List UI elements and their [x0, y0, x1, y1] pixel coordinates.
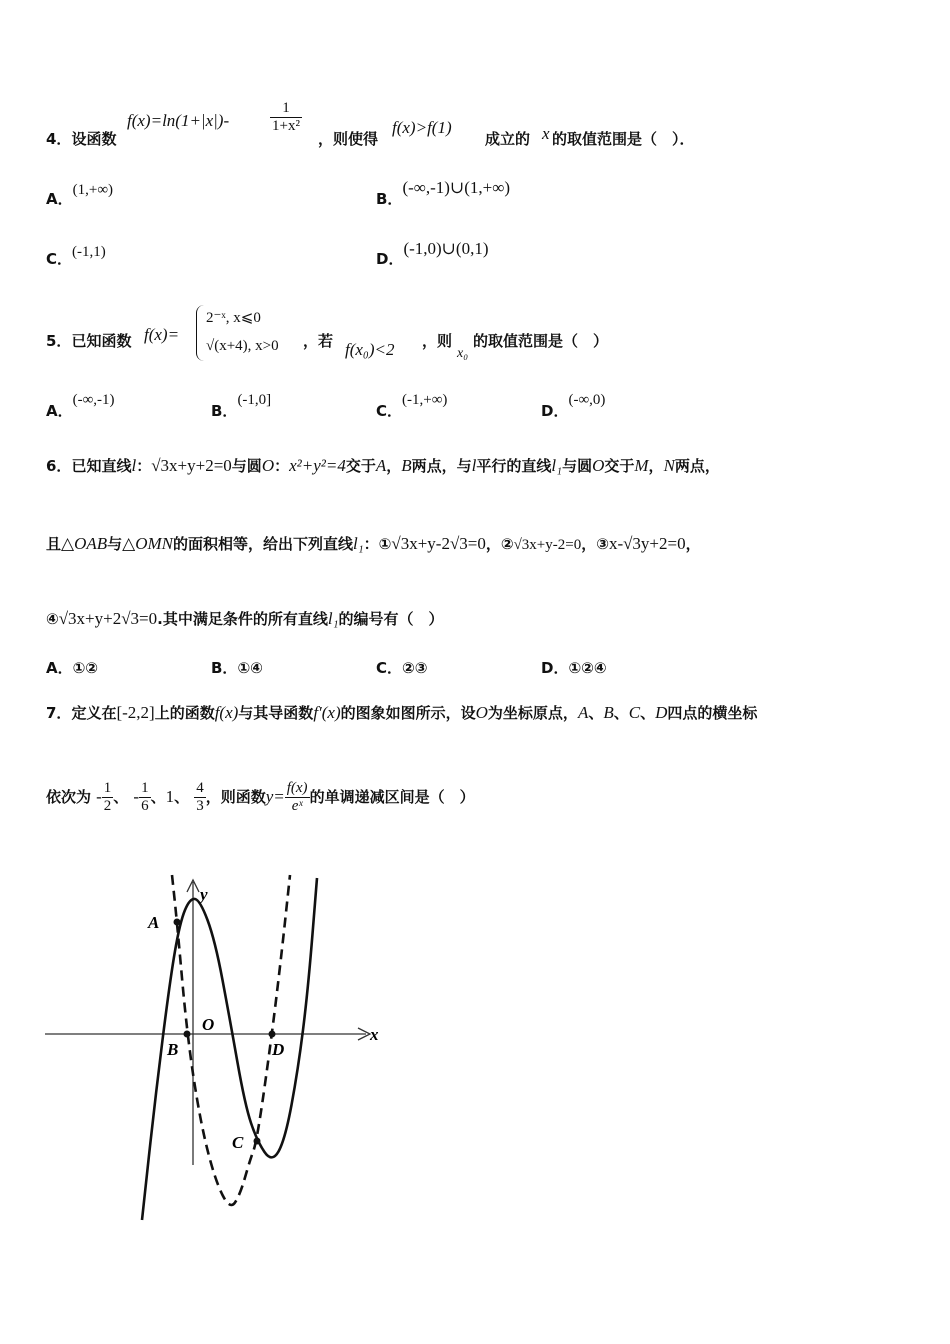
q7-line-2: 依次为 - $\frac{1}{2}$ 、 - $\frac{1}{6}$ 、1、 $\frac{4}{3}$ ，则函数y= $\frac{f(x)}{\text{eˣ}}$ 的单调递减区间是（ ）: [46, 780, 475, 814]
q5-brace: [196, 305, 205, 361]
point-c-label: C: [232, 1133, 244, 1152]
q6-eq-3: x-√3y+2=0: [608, 534, 686, 553]
q5-option-b[interactable]: B．(-1,0]: [211, 392, 272, 420]
point-d: [269, 1031, 276, 1038]
q5-option-c[interactable]: C．(-1,+∞): [376, 392, 448, 420]
q4-function-lhs: f(x)=ln(1+|x|)-: [127, 111, 230, 130]
q6-eq-4: √3x+y+2√3=0: [58, 609, 158, 628]
q5-condition: f(x₀)<2: [345, 340, 395, 359]
point-b-label: B: [167, 1040, 179, 1059]
q4-option-a[interactable]: A．(1,+∞): [46, 182, 114, 208]
q5-option-a[interactable]: A．(-∞,-1): [46, 392, 115, 420]
q5-number: 5．: [46, 332, 72, 350]
q5-function-lhs: f(x)=: [144, 325, 180, 344]
q4-number: 4．: [46, 130, 72, 148]
q7-line-1: 7．定义在[-2,2]上的函数f(x)与其导函数f′(x)的图象如图所示，设O为坐标原点，A、B、C、D四点的横坐标: [46, 703, 758, 722]
q4-fraction: $\frac{1}{\text{1+x²}}$: [272, 100, 300, 134]
q7-figure: [40, 870, 390, 1230]
q4-stem: 4．设函数: [46, 130, 117, 148]
q6-eq-1: √3x+y-2√3=0: [391, 534, 486, 553]
q6-eq-2: √3x+y-2=0: [513, 537, 582, 553]
x-axis-label: x: [370, 1025, 379, 1044]
q6-option-c[interactable]: C．②③: [376, 659, 428, 677]
origin-label: O: [202, 1015, 215, 1034]
point-a-label: A: [148, 913, 160, 932]
q6-option-d[interactable]: D．①②④: [541, 659, 607, 677]
q5-option-d[interactable]: D．(-∞,0): [541, 392, 606, 420]
q5-case-2: √(x+4), x>0: [206, 338, 279, 354]
point-a: [174, 919, 181, 926]
point-c: [254, 1138, 261, 1145]
q4-option-c[interactable]: C．(-1,1): [46, 244, 106, 268]
y-axis-label: y: [200, 885, 208, 904]
q6-option-b[interactable]: B．①④: [211, 659, 263, 677]
q4-option-d[interactable]: D．(-1,0)∪(0,1): [376, 239, 489, 268]
q4-inequality: f(x)>f(1): [392, 118, 452, 137]
q5-stem: 5．已知函数: [46, 332, 132, 350]
q5-case-1: 2⁻ˣ, x⩽0: [206, 310, 261, 326]
q4-option-b[interactable]: B．(-∞,-1)∪(1,+∞): [376, 178, 510, 208]
q6-line-1: 6．已知直线l：√3x+y+2=0与圆O：x²+y²=4交于A，B两点，与l平行的直线l₁与圆O交于M，N两点，: [46, 456, 720, 475]
q6-line-3: ④√3x+y+2√3=0.其中满足条件的所有直线l₁的编号有（ ）: [46, 609, 444, 628]
point-b: [184, 1031, 191, 1038]
point-d-label: D: [272, 1040, 285, 1059]
q6-line-2: 且△OAB与△OMN的面积相等，给出下列直线l₁：①√3x+y-2√3=0，②√3x+y-2=0，③x-√3y+2=0，: [46, 534, 701, 553]
q6-option-a[interactable]: A．①②: [46, 659, 99, 677]
